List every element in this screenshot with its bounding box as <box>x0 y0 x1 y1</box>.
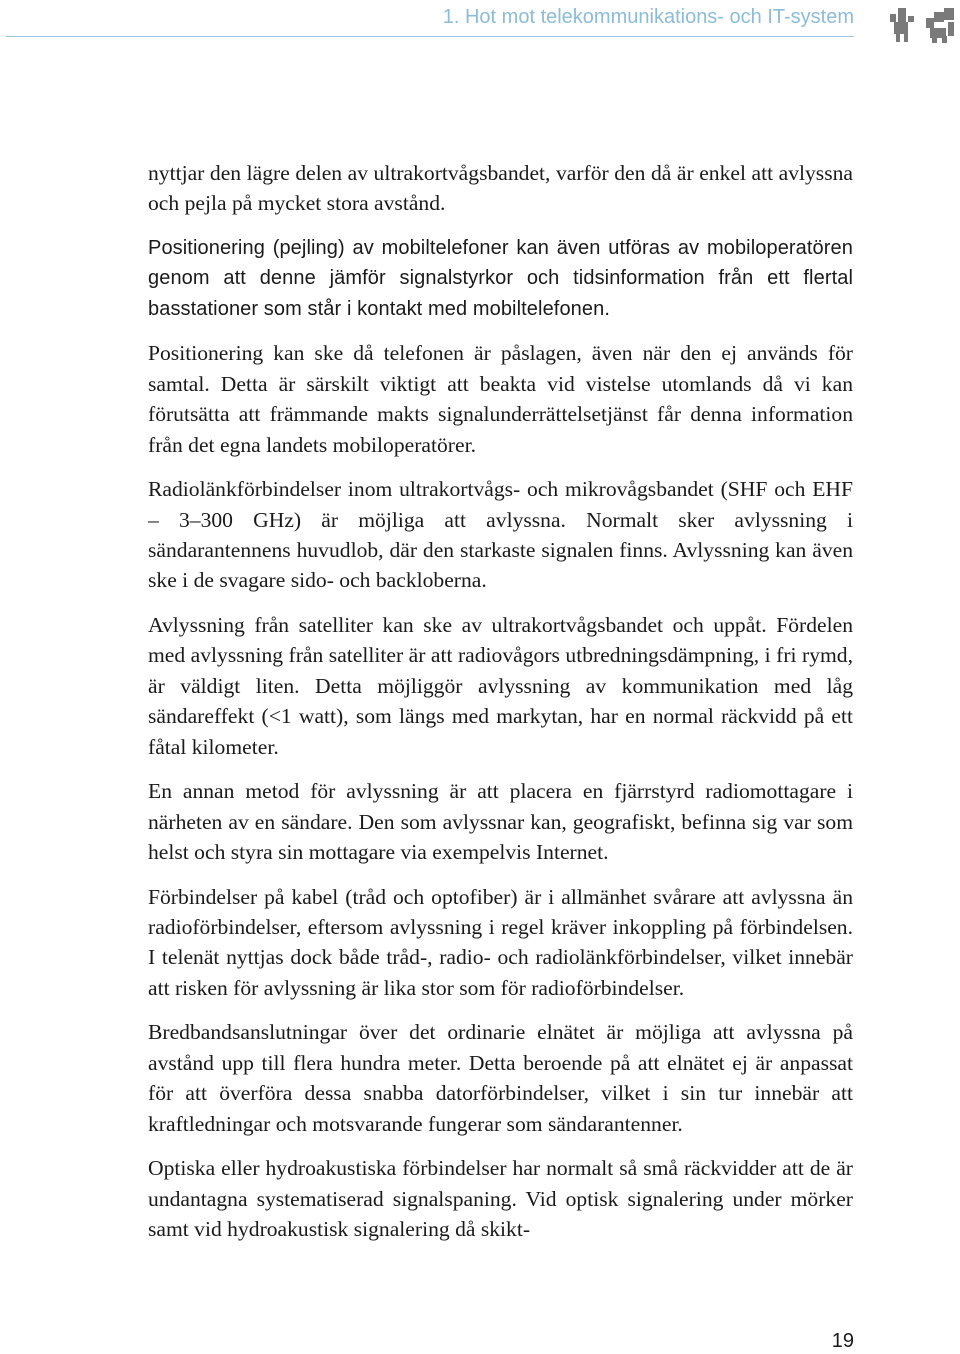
paragraph-8: Bredbandsanslutningar över det ordinarie elnätet är möjliga att avlyssna på avstånd upp till flera hundra meter. Detta beroende på att elnätet ej är anpassat för att överföra dessa snabba datorförbindelser, vilket i sin tur innebär att kraftledningar och motsvarande fungerar som sändarantenner. <box>148 1020 853 1136</box>
page-header <box>0 0 960 44</box>
body-text <box>148 158 853 1259</box>
page-number: 19 <box>831 1330 854 1352</box>
paragraph-1: nyttjar den lägre delen av ultrakortvågsbandet, varför den då är enkel att avlyssna och pejla på mycket stora avstånd. <box>148 161 853 216</box>
paragraph-4: Radiolänkförbindelser inom ultrakortvågs- och mikrovågsbandet (SHF och EHF – 3–300 GHz) är möjliga att avlyssna. Normalt sker avlyssning i sändarantennens huvudlob, där den starkaste signalen finns. Avlyssning kan även ske i de svagare sido- och backloberna. <box>148 477 853 593</box>
paragraph-9: Optiska eller hydroakustiska förbindelser har normalt så små räckvidder att de är undantagna systematiserad signalspaning. Vid optisk signalering under mörker samt vid hydroakustisk signalering då skikt- <box>148 1156 853 1242</box>
header-divider <box>6 36 854 37</box>
paragraph-5: Avlyssning från satelliter kan ske av ultrakortvågsbandet och uppåt. Fördelen med avlyssning från satelliter är att radiovågors utbredningsdämpning, i fri rymd, är väldigt liten. Detta möjliggör avlyssning av kommunikation med låg sändareffekt (<1 watt), som längs med markytan, har en normal räckvidd på ett fåtal kilometer. <box>148 613 853 759</box>
paragraph-7: Förbindelser på kabel (tråd och optofiber) är i allmänhet svårare att avlyssna än radioförbindelser, eftersom avlyssning i regel kräver inkoppling på förbindelsen. I telenät nyttjas dock både tråd-, radio- och radiolänkförbindelser, vilket innebär att risken för avlyssning är lika stor som för radioförbindelser. <box>148 884 853 1000</box>
paragraph-6: En annan metod för avlyssning är att placera en fjärrstyrd radiomottagare i närheten av en sändare. Den som avlyssnar kan, geografiskt, befinna sig var som helst och styra sin mottagare via exempelvis Internet. <box>148 779 853 865</box>
people-pictogram-icon <box>886 4 958 44</box>
paragraph-3: Positionering kan ske då telefonen är påslagen, även när den ej används för samtal. Detta är särskilt viktigt att beakta vid vistelse utomlands då vi kan förutsätta att främmande makts signalunderrättelsetjänst får denna information från det egna landets mobiloperatörer. <box>148 341 853 457</box>
paragraph-2: Positionering (pejling) av mobiltelefoner kan även utföras av mobiloperatören genom att denne jämför signalstyrkor och tidsinformation från ett flertal basstationer som står i kontakt med mobiltelefonen. <box>148 237 853 320</box>
running-header-title: 1. Hot mot telekommunikations- och IT-system <box>442 6 854 28</box>
